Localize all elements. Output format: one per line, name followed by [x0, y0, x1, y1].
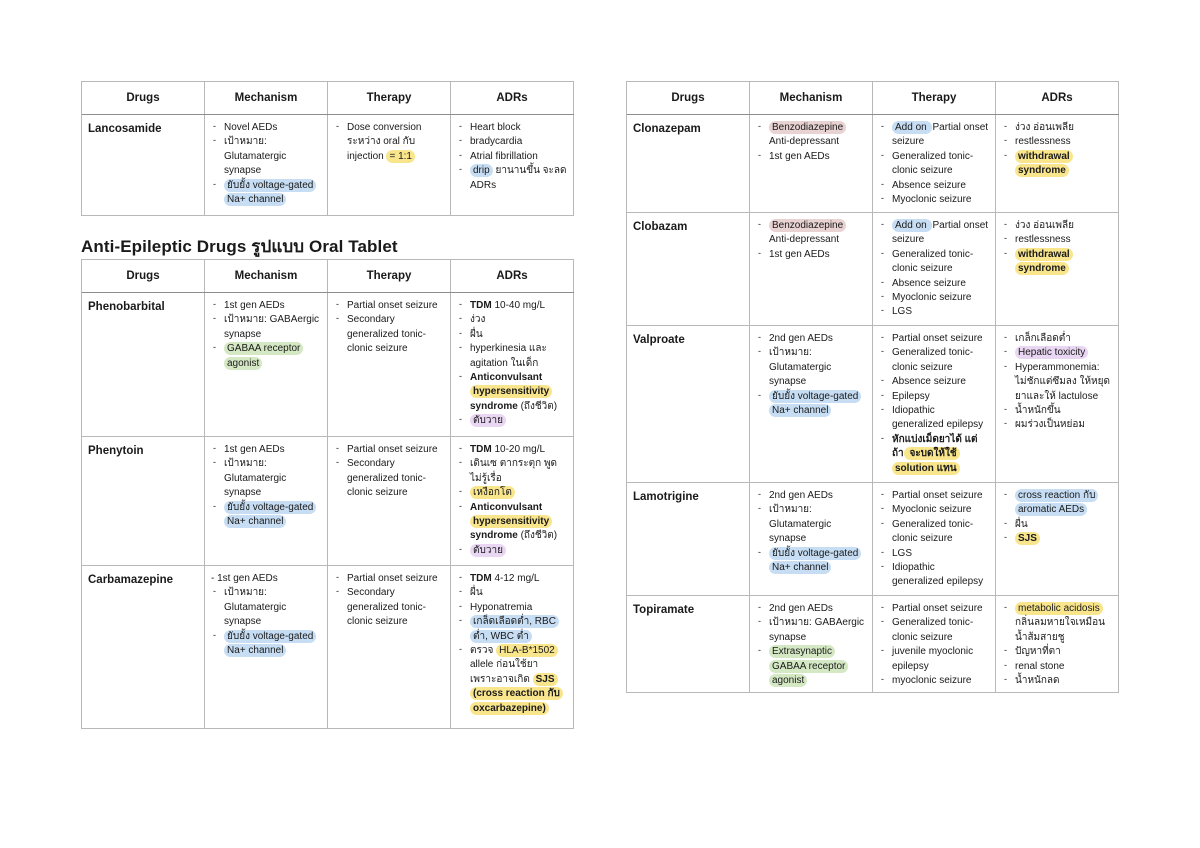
list-item-text: Hyperammonemia: ไม่ชักแต่ซึมลง ให้หยุดยาและให้ lactulose: [1015, 361, 1110, 402]
list-item-text: กลิ่นลมหายใจเหมือนน้ำส้มสายชู: [1015, 617, 1105, 643]
bullet-list: [879, 121, 989, 207]
list-item-text: TDM: [470, 573, 492, 584]
list-item-text: - 1st gen AEDs: [211, 573, 278, 584]
adrs-cell: [996, 115, 1119, 212]
bullet-list: [756, 489, 866, 575]
list-item: [879, 645, 989, 674]
bullet-list: [1002, 121, 1112, 179]
list-item-text: Anticonvulsant: [470, 501, 543, 513]
bullet-list: [457, 443, 567, 558]
list-item: [334, 457, 444, 500]
list-item-text: juvenile myoclonic epilepsy: [892, 646, 974, 672]
list-item: [334, 443, 444, 457]
list-item: [211, 572, 321, 586]
mechanism-cell: [750, 115, 873, 212]
list-item-text: 2nd gen AEDs: [769, 333, 833, 344]
list-item: [334, 313, 444, 356]
list-item-text: เดินเซ ตากระตุก พูดไม่รู้เรื่อ: [470, 458, 558, 484]
list-item-text: Anti-depressant: [769, 136, 840, 148]
highlighted-text: GABAA receptor agonist: [224, 342, 303, 369]
bullet-list: [879, 219, 989, 320]
list-item: [879, 305, 989, 319]
list-item: [879, 248, 989, 277]
highlighted-text: ยับยั้ง voltage-gated Na+ channel: [769, 547, 861, 574]
adrs-cell: [451, 115, 574, 215]
list-item: [879, 433, 989, 476]
bullet-list: [1002, 602, 1112, 688]
list-item: [457, 457, 567, 486]
bullet-list: [879, 602, 989, 688]
list-item-text: Idiopathic generalized epilepsy: [892, 562, 984, 588]
highlighted-text: ยับยั้ง voltage-gated Na+ channel: [769, 390, 861, 417]
list-item-text: Secondary generalized tonic-clonic seizure: [347, 314, 426, 355]
list-item-text: myoclonic seizure: [892, 675, 972, 687]
bullet-list: [1002, 219, 1112, 277]
list-item: [211, 457, 321, 500]
highlighted-text: จะบดให้ใช้ solution แทน: [892, 447, 960, 474]
bullet-list: [756, 121, 866, 164]
list-item: [1002, 674, 1112, 688]
list-item: [211, 630, 321, 659]
drug-name: Valproate: [627, 326, 750, 482]
list-item: [879, 193, 989, 207]
list-item-text: 1st gen AEDs: [769, 248, 830, 260]
list-item-text: Atrial fibrillation: [470, 150, 538, 162]
list-item: [211, 299, 321, 313]
highlighted-text: drip: [470, 164, 493, 177]
list-item: [879, 291, 989, 305]
list-item: [1002, 532, 1112, 546]
highlighted-text: = 1:1: [386, 150, 415, 163]
list-item-text: Generalized tonic-clonic seizure: [892, 617, 974, 643]
mechanism-cell: [750, 326, 873, 482]
header-therapy: Therapy: [873, 82, 996, 114]
list-item: [334, 572, 444, 586]
adrs-cell: [451, 293, 574, 436]
highlighted-text: ตับวาย: [470, 544, 506, 557]
list-item-text: Generalized tonic-clonic seizure: [892, 347, 974, 373]
therapy-cell: [873, 326, 996, 482]
adrs-cell: [996, 213, 1119, 325]
list-item-text: เป้าหมาย: Glutamatergic synapse: [224, 136, 287, 177]
table-row: [627, 213, 1119, 326]
list-item-text: Absence seizure: [892, 277, 966, 289]
list-item: [1002, 150, 1112, 179]
highlighted-text: Add on: [892, 121, 932, 134]
highlighted-text: hypersensitivity: [470, 385, 552, 398]
list-item-text: Generalized tonic-clonic seizure: [892, 150, 974, 177]
list-item: [457, 150, 567, 164]
header-therapy: Therapy: [328, 82, 451, 114]
list-item: [1002, 418, 1112, 432]
list-item: [756, 616, 866, 645]
highlighted-text: SJS (cross reaction กับ oxcarbazepine): [470, 673, 563, 715]
list-item-text: Partial onset seizure: [347, 444, 438, 455]
list-item: [879, 179, 989, 193]
list-item-text: LGS: [892, 547, 913, 559]
bullet-list: [334, 572, 444, 630]
list-item: [879, 518, 989, 547]
table-row: [82, 437, 574, 566]
list-item: [211, 313, 321, 342]
list-item: [879, 277, 989, 291]
list-item: [756, 390, 866, 419]
list-item: [457, 644, 567, 716]
list-item-text: เป้าหมาย: Glutamatergic synapse: [224, 458, 287, 499]
bullet-list: [756, 219, 866, 262]
list-item: [1002, 233, 1112, 247]
bullet-list: [457, 121, 567, 193]
bullet-list: [1002, 332, 1112, 433]
list-item: [879, 346, 989, 375]
list-item-text: ปัญหาที่ตา: [1015, 646, 1061, 658]
list-item-text: (ถึงชีวิต): [517, 530, 558, 542]
list-item: [1002, 361, 1112, 404]
bullet-list: [879, 332, 989, 476]
drug-name: Lamotrigine: [627, 483, 750, 595]
list-item-text: ง่วง อ่อนเพลีย: [1015, 220, 1075, 231]
list-item: [879, 616, 989, 645]
highlighted-text: Benzodiazepine: [769, 219, 846, 232]
highlighted-text: cross reaction กับ aromatic AEDs: [1015, 489, 1098, 516]
list-item: [457, 486, 567, 500]
list-item-text: bradycardia: [470, 136, 523, 148]
list-item-text: เป้าหมาย: GABAergic synapse: [769, 617, 865, 643]
list-item-text: Partial onset seizure: [347, 573, 438, 584]
highlighted-text: withdrawal syndrome: [1015, 248, 1073, 275]
list-item-text: restlessness: [1015, 234, 1071, 246]
table-row: [627, 596, 1119, 693]
bullet-list: [1002, 489, 1112, 547]
list-item: [457, 443, 567, 457]
list-item: [457, 135, 567, 149]
oral-tablet-table: [81, 259, 574, 729]
highlighted-text: ยับยั้ง voltage-gated Na+ channel: [224, 179, 316, 206]
therapy-cell: [328, 115, 451, 215]
list-item-text: เป้าหมาย: Glutamatergic synapse: [224, 587, 287, 628]
list-item-text: Heart block: [470, 122, 521, 133]
table-row: [627, 115, 1119, 213]
bullet-list: [334, 121, 444, 164]
list-item-text: เป้าหมาย: Glutamatergic synapse: [769, 347, 832, 388]
mechanism-cell: [750, 596, 873, 692]
list-item-text: 10-20 mg/L: [491, 444, 546, 455]
list-item-text: renal stone: [1015, 660, 1065, 672]
list-item: [1002, 121, 1112, 135]
list-item: [1002, 660, 1112, 674]
list-item-text: ยานานขึ้น จะลด ADRs: [470, 165, 567, 191]
list-item-text: Partial onset seizure: [892, 333, 983, 344]
list-item-text: Partial onset seizure: [892, 122, 989, 148]
list-item-text: ตรวจ: [470, 645, 497, 657]
list-item-text: Anticonvulsant: [470, 372, 543, 384]
list-item: [1002, 489, 1112, 518]
section-title: Anti-Epileptic Drugs รูปแบบ Oral Tablet: [81, 237, 398, 256]
drug-name: Phenobarbital: [82, 293, 205, 436]
header-adrs: ADRs: [996, 82, 1119, 114]
list-item: [756, 346, 866, 389]
list-item-text: Epilepsy: [892, 390, 930, 402]
list-item-text: 1st gen AEDs: [769, 150, 830, 162]
list-item-text: (ถึงชีวิต): [517, 400, 558, 412]
header-adrs: ADRs: [451, 260, 574, 292]
list-item-text: 1st gen AEDs: [224, 444, 285, 455]
list-item-text: น้ำหนักขึ้น: [1015, 405, 1061, 417]
list-item-text: Novel AEDs: [224, 122, 278, 133]
list-item-text: Generalized tonic-clonic seizure: [892, 518, 974, 545]
header-drugs: Drugs: [82, 260, 205, 292]
list-item-text: hyperkinesia และ agitation ในเด็ก: [470, 343, 547, 369]
list-item: [457, 121, 567, 135]
table-header-row: [627, 82, 1119, 115]
mechanism-cell: [205, 293, 328, 436]
list-item-text: 1st gen AEDs: [224, 300, 285, 311]
list-item: [457, 342, 567, 371]
highlighted-text: hypersensitivity: [470, 515, 552, 528]
list-item: [1002, 518, 1112, 532]
list-item-text: Partial onset seizure: [892, 490, 983, 501]
highlighted-text: metabolic acidosis: [1015, 602, 1103, 615]
drug-name: Clonazepam: [627, 115, 750, 212]
list-item: [334, 586, 444, 629]
drug-name: Lancosamide: [82, 115, 205, 215]
list-item-text: Anti-depressant: [769, 234, 840, 246]
drug-name: Clobazam: [627, 213, 750, 325]
list-item: [879, 547, 989, 561]
therapy-cell: [873, 213, 996, 325]
list-item-text: Generalized tonic-clonic seizure: [892, 248, 974, 275]
list-item: [457, 586, 567, 600]
table-row: [627, 326, 1119, 483]
bullet-list: [334, 443, 444, 501]
list-item-text: ผื่น: [470, 328, 483, 340]
list-item: [756, 121, 866, 150]
list-item: [457, 299, 567, 313]
right-drugs-table: [626, 81, 1119, 693]
table-row: [82, 293, 574, 437]
list-item: [211, 501, 321, 530]
list-item-text: 2nd gen AEDs: [769, 490, 833, 501]
list-item: [211, 121, 321, 135]
list-item-text: Myoclonic seizure: [892, 504, 972, 516]
list-item: [211, 586, 321, 629]
mechanism-cell: [750, 213, 873, 325]
list-item: [756, 248, 866, 262]
list-item: [879, 561, 989, 590]
therapy-cell: [873, 596, 996, 692]
list-item-text: Absence seizure: [892, 179, 966, 191]
adrs-cell: [451, 437, 574, 565]
bullet-list: [211, 443, 321, 529]
list-item-text: ผมร่วงเป็นหย่อม: [1015, 419, 1085, 431]
therapy-cell: [873, 115, 996, 212]
list-item: [879, 602, 989, 616]
list-item: [756, 503, 866, 546]
list-item: [211, 179, 321, 208]
bullet-list: [756, 602, 866, 688]
header-therapy: Therapy: [328, 260, 451, 292]
list-item-text: ผื่น: [470, 587, 483, 599]
list-item-text: เป้าหมาย: GABAergic synapse: [224, 314, 320, 340]
therapy-cell: [873, 483, 996, 595]
list-item-text: 2nd gen AEDs: [769, 603, 833, 614]
table-header-row: [82, 82, 574, 115]
table-row: [82, 566, 574, 729]
list-item: [1002, 248, 1112, 277]
list-item: [1002, 346, 1112, 360]
list-item: [1002, 135, 1112, 149]
lancosamide-table: [81, 81, 574, 216]
list-item-text: TDM: [470, 444, 492, 455]
list-item-text: ง่วง อ่อนเพลีย: [1015, 122, 1075, 133]
list-item-text: เป้าหมาย: Glutamatergic synapse: [769, 504, 832, 545]
therapy-cell: [328, 437, 451, 565]
table-row: [82, 115, 574, 216]
adrs-cell: [996, 596, 1119, 692]
list-item: [334, 299, 444, 313]
adrs-cell: [996, 483, 1119, 595]
list-item: [879, 674, 989, 688]
highlighted-text: HLA-B*1502: [496, 644, 558, 657]
list-item-text: เกล็กเลือดต่ำ: [1015, 333, 1071, 344]
adrs-cell: [451, 566, 574, 728]
list-item-text: น้ำหนักลด: [1015, 675, 1060, 687]
list-item: [334, 121, 444, 164]
mechanism-cell: [205, 437, 328, 565]
therapy-cell: [328, 566, 451, 728]
header-drugs: Drugs: [627, 82, 750, 114]
list-item: [457, 313, 567, 327]
list-item-text: หักแบ่งเม็ดยาได้ แต่ถ้า: [892, 433, 978, 460]
list-item: [756, 219, 866, 248]
list-item-text: LGS: [892, 306, 913, 318]
list-item-text: Hyponatremia: [470, 601, 533, 613]
list-item: [457, 544, 567, 558]
highlighted-text: เหงือกโต: [470, 486, 515, 499]
list-item-text: Secondary generalized tonic-clonic seizure: [347, 458, 426, 499]
table-row: [627, 483, 1119, 596]
drug-name: Topiramate: [627, 596, 750, 692]
list-item: [211, 135, 321, 178]
list-item: [457, 164, 567, 193]
bullet-list: [211, 299, 321, 371]
list-item: [1002, 645, 1112, 659]
list-item-text: Partial onset seizure: [347, 300, 438, 311]
bullet-list: [211, 121, 321, 207]
highlighted-text: withdrawal syndrome: [1015, 150, 1073, 177]
highlighted-text: Add on: [892, 219, 932, 232]
list-item: [457, 572, 567, 586]
list-item-text: Partial onset seizure: [892, 603, 983, 614]
highlighted-text: ยับยั้ง voltage-gated Na+ channel: [224, 501, 316, 528]
mechanism-cell: [205, 566, 328, 728]
highlighted-text: Extrasynaptic GABAA receptor agonist: [769, 645, 848, 687]
list-item-text: Idiopathic generalized epilepsy: [892, 405, 984, 431]
therapy-cell: [328, 293, 451, 436]
list-item: [1002, 332, 1112, 346]
list-item: [1002, 404, 1112, 418]
header-mechanism: Mechanism: [750, 82, 873, 114]
header-drugs: Drugs: [82, 82, 205, 114]
list-item-text: syndrome: [470, 400, 518, 412]
header-adrs: ADRs: [451, 82, 574, 114]
list-item: [211, 443, 321, 457]
list-item: [756, 602, 866, 616]
adrs-cell: [996, 326, 1119, 482]
header-mechanism: Mechanism: [205, 260, 328, 292]
list-item-text: Myoclonic seizure: [892, 292, 972, 304]
list-item: [1002, 219, 1112, 233]
list-item-text: Absence seizure: [892, 376, 966, 388]
header-mechanism: Mechanism: [205, 82, 328, 114]
bullet-list: [457, 572, 567, 716]
list-item: [879, 150, 989, 179]
list-item: [879, 375, 989, 389]
drug-name: Carbamazepine: [82, 566, 205, 728]
list-item: [879, 121, 989, 150]
list-item: [457, 371, 567, 414]
highlighted-text: SJS: [1015, 532, 1040, 545]
highlighted-text: Benzodiazepine: [769, 121, 846, 134]
list-item: [879, 503, 989, 517]
list-item: [756, 489, 866, 503]
list-item: [457, 615, 567, 644]
list-item: [756, 332, 866, 346]
list-item: [457, 501, 567, 544]
list-item: [756, 645, 866, 688]
list-item-text: Secondary generalized tonic-clonic seizure: [347, 587, 426, 628]
list-item: [879, 489, 989, 503]
list-item: [457, 328, 567, 342]
highlighted-text: Hepatic toxicity: [1015, 346, 1088, 359]
list-item-text: 4-12 mg/L: [491, 573, 540, 584]
list-item-text: TDM: [470, 300, 492, 311]
bullet-list: [756, 332, 866, 418]
bullet-list: [211, 572, 321, 658]
list-item: [879, 390, 989, 404]
list-item: [879, 219, 989, 248]
bullet-list: [334, 299, 444, 357]
drug-name: Phenytoin: [82, 437, 205, 565]
mechanism-cell: [750, 483, 873, 595]
list-item-text: Partial onset seizure: [892, 220, 989, 246]
list-item-text: restlessness: [1015, 136, 1071, 148]
list-item: [211, 342, 321, 371]
list-item: [756, 547, 866, 576]
list-item-text: Myoclonic seizure: [892, 194, 972, 206]
bullet-list: [457, 299, 567, 429]
list-item-text: ผื่น: [1015, 518, 1028, 530]
list-item-text: allele ก่อนใช้ยา เพราะอาจเกิด: [470, 659, 539, 685]
list-item: [879, 332, 989, 346]
list-item: [756, 150, 866, 164]
list-item-text: 10-40 mg/L: [491, 300, 546, 311]
list-item-text: syndrome: [470, 530, 518, 542]
highlighted-text: เกล็ดเลือดต่ำ, RBC ต่ำ, WBC ต่ำ: [470, 615, 559, 642]
list-item-text: Dose conversion ระหว่าง oral กับ injection: [347, 122, 422, 162]
table-header-row: [82, 260, 574, 293]
highlighted-text: ตับวาย: [470, 414, 506, 427]
list-item: [879, 404, 989, 433]
list-item-text: ง่วง: [470, 314, 486, 326]
list-item: [457, 601, 567, 615]
list-item: [1002, 602, 1112, 645]
mechanism-cell: [205, 115, 328, 215]
list-item: [457, 414, 567, 428]
bullet-list: [879, 489, 989, 590]
highlighted-text: ยับยั้ง voltage-gated Na+ channel: [224, 630, 316, 657]
